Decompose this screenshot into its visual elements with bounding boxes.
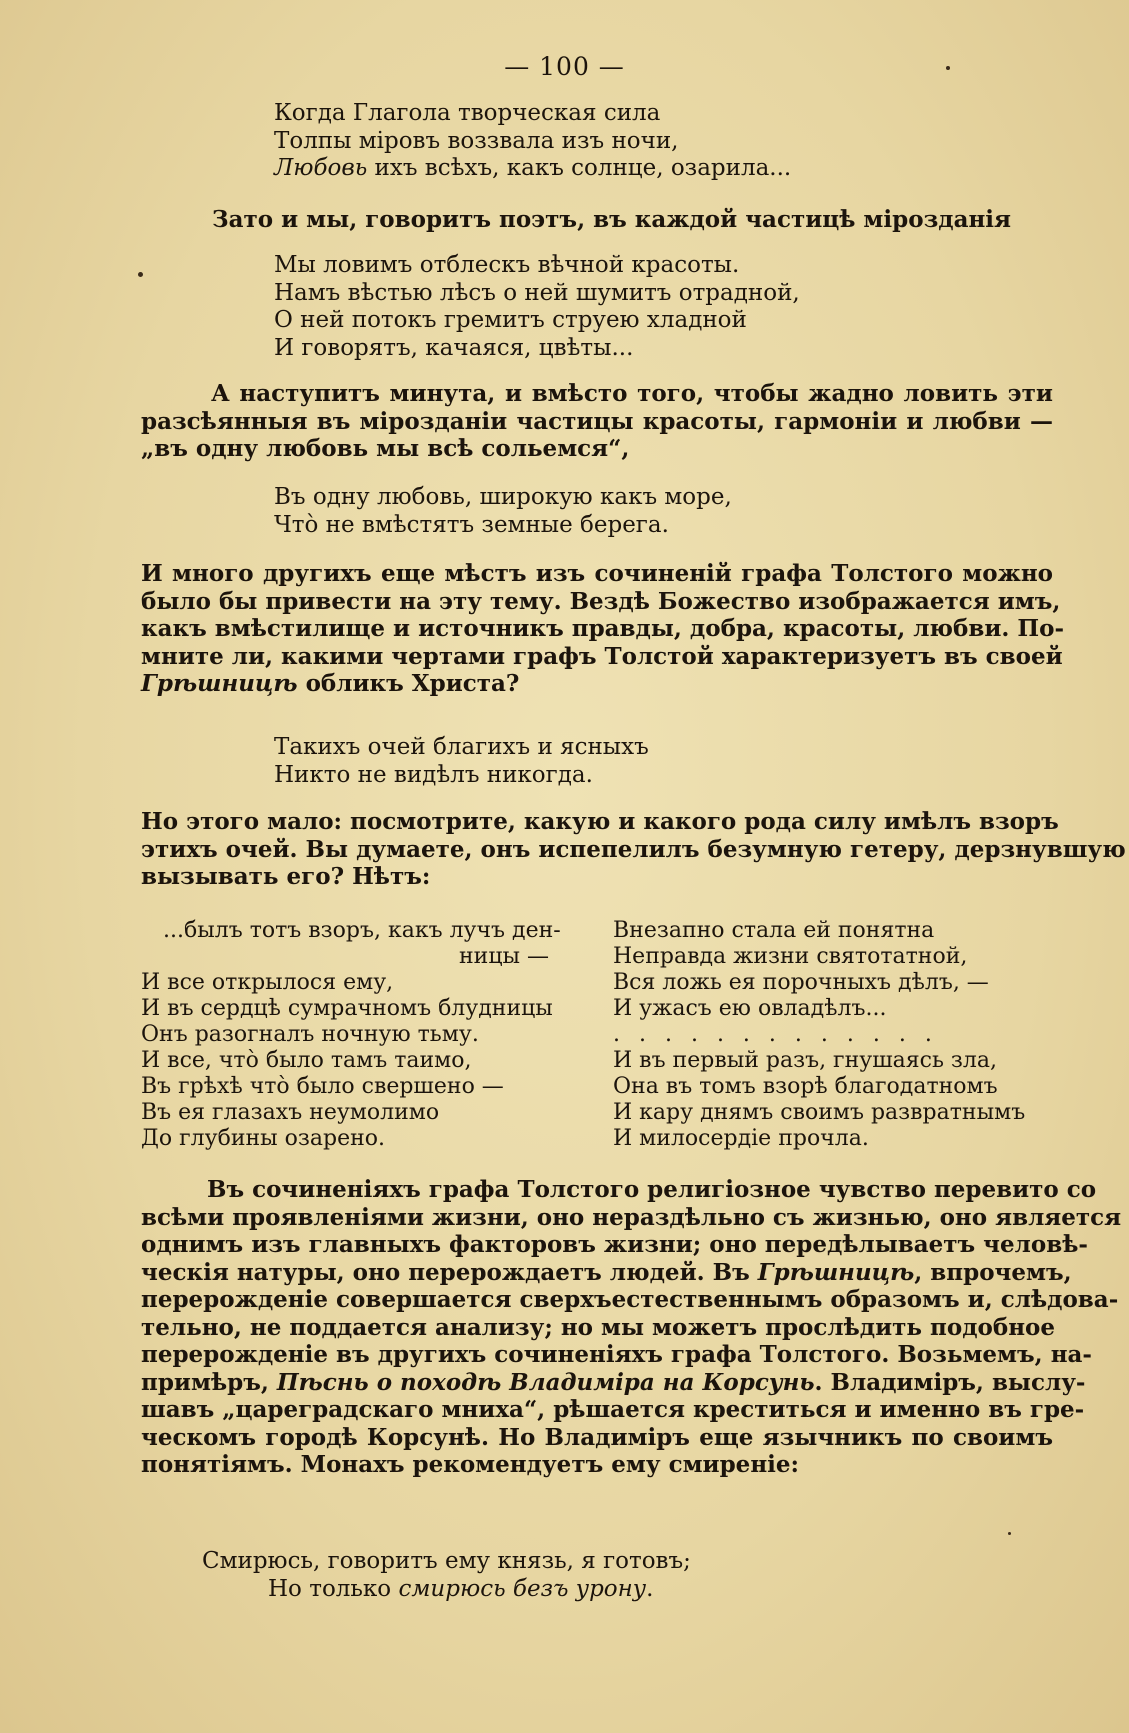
verse-column-right (613, 918, 1053, 1152)
verse-line: Когда Глагола творческая сила (274, 100, 661, 126)
verse-column-left (141, 918, 591, 1152)
verse-line: Но только смирюсь безъ урону. (268, 1575, 654, 1602)
italic-phrase: смирюсь безъ урону (398, 1575, 647, 1602)
verse-line: Такихъ очей благихъ и ясныхъ (274, 734, 649, 760)
verse-line: Чтò не вмѣстятъ земные берега. (274, 511, 669, 538)
prose-line: перерожденіе совершается сверхъестественнымъ образомъ и, слѣдова- (141, 1286, 1119, 1313)
verse-line: И ужасъ ею овладѣлъ... (613, 996, 887, 1021)
ink-speck (1008, 1532, 1011, 1535)
prose-line: И много другихъ еще мѣстъ изъ сочиненій графа Толстого можно (141, 560, 1053, 587)
italic-word: Любовь (274, 155, 368, 181)
prose-line: всѣми проявленіями жизни, оно нераздѣльно съ жизнью, оно является (141, 1203, 1122, 1231)
prose-line: Въ сочиненіяхъ графа Толстого религіозное чувство перевито со (207, 1176, 1097, 1203)
verse-stanza-1 (274, 100, 791, 183)
prose-line: было бы привести на эту тему. Вездѣ Божество изображается имъ, (141, 587, 1061, 615)
prose-line: „въ одну любовь мы всѣ сольемся“, (141, 435, 630, 462)
prose-line: шавъ „цареградскаго мниха“, рѣшается креститься и именно въ гре- (141, 1396, 1085, 1423)
verse-line: И кару днямъ своимъ развратнымъ (613, 1100, 1026, 1125)
prose-line: ческія натуры, оно перерождаетъ людей. Въ Грѣшницѣ, впрочемъ, (141, 1258, 1072, 1286)
prose-line: разсѣянныя въ мірозданіи частицы красоты, гармоніи и любви — (141, 407, 1053, 435)
italic-title: Грѣшницѣ (141, 670, 298, 697)
verse-line: До глубины озарено. (141, 1126, 386, 1151)
verse-line: Любовь ихъ всѣхъ, какъ солнце, озарила... (274, 155, 792, 181)
verse-line: Никто не видѣлъ никогда. (274, 761, 593, 788)
prose-line: А наступитъ минута, и вмѣсто того, чтобы жадно ловить эти (211, 380, 1053, 407)
verse-stanza-3 (274, 484, 732, 539)
verse-line: Неправда жизни святотатной, (613, 944, 968, 969)
prose-line: вызывать его? Нѣтъ: (141, 863, 431, 890)
verse-line: И въ первый разъ, гнушаясь зла, (613, 1048, 998, 1073)
verse-line: Въ грѣхѣ чтò было свершено — (141, 1074, 504, 1099)
prose-line: какъ вмѣстилище и источникъ правды, добра, красоты, любви. По- (141, 615, 1065, 642)
prose-line: Но этого мало: посмотрите, какую и какого рода силу имѣлъ взоръ (141, 808, 1059, 835)
paragraph-3 (141, 560, 1065, 698)
verse-line: ницы — (459, 944, 549, 969)
italic-title: Пѣснь о походѣ Владиміра на Корсунь (276, 1368, 815, 1396)
paragraph-2 (141, 380, 1053, 463)
verse-line: И говорятъ, качаяся, цвѣты... (274, 334, 634, 361)
prose-line-intro: Зато и мы, говоритъ поэтъ, въ каждой частицѣ мірозданія (212, 206, 1012, 233)
prose-line: однимъ изъ главныхъ факторовъ жизни; оно передѣлываетъ человѣ- (141, 1231, 1088, 1258)
prose-line: примѣръ, Пѣснь о походѣ Владиміра на Корсунь. Владиміръ, выслу- (141, 1368, 1086, 1396)
prose-line: перерожденіе въ другихъ сочиненіяхъ графа Толстого. Возьмемъ, на- (141, 1341, 1092, 1368)
prose-line: понятіямъ. Монахъ рекомендуетъ ему смиреніе: (141, 1451, 800, 1478)
prose-line: этихъ очей. Вы думаете, онъ испепелилъ безумную гетеру, дерзнувшую (141, 835, 1126, 863)
prose-line: тельно, не поддается анализу; но мы можетъ прослѣдить подобное (141, 1313, 1056, 1341)
page-number: — 100 — (504, 52, 625, 81)
prose-line: Грѣшницѣ обликъ Христа? (141, 670, 520, 697)
verse-line: И все, чтò было тамъ таимо, (141, 1048, 472, 1073)
verse-line: Смирюсь, говоритъ ему князь, я готовъ; (202, 1548, 691, 1574)
paragraph-4 (141, 808, 1126, 891)
verse-line: Толпы міровъ воззвала изъ ночи, (274, 127, 679, 154)
verse-line: Намъ вѣстью лѣсъ о ней шумитъ отрадной, (274, 279, 800, 306)
verse-stanza-2 (274, 252, 800, 362)
verse-line: Онъ разогналъ ночную тьму. (141, 1022, 479, 1047)
verse-line: И милосердіе прочла. (613, 1126, 869, 1151)
ellipsis-line: . . . . . . . . . . . . . (613, 1022, 938, 1047)
paragraph-5 (141, 1176, 1122, 1479)
italic-title: Грѣшницѣ (757, 1258, 915, 1286)
verse-stanza-4 (274, 734, 649, 789)
verse-line: Въ ея глазахъ неумолимо (141, 1100, 440, 1125)
verse-line: Она въ томъ взорѣ благодатномъ (613, 1074, 998, 1099)
verse-line: Внезапно стала ей понятна (613, 918, 935, 943)
verse-line: Мы ловимъ отблескъ вѣчной красоты. (274, 252, 740, 278)
verse-line: О ней потокъ гремитъ струею хладной (274, 307, 747, 333)
verse-line: ...былъ тотъ взоръ, какъ лучъ ден- (163, 918, 561, 943)
verse-line: Вся ложь ея порочныхъ дѣлъ, — (613, 970, 989, 995)
verse-line: Въ одну любовь, широкую какъ море, (274, 484, 732, 510)
prose-line: ческомъ городѣ Корсунѣ. Но Владиміръ еще язычникъ по своимъ (141, 1423, 1053, 1451)
prose-line: мните ли, какими чертами графъ Толстой характеризуетъ въ своей (141, 642, 1063, 670)
ink-speck (946, 66, 950, 70)
verse-line: И все открылося ему, (141, 970, 394, 995)
verse-line: И въ сердцѣ сумрачномъ блудницы (141, 996, 553, 1021)
ink-speck (138, 272, 143, 277)
verse-stanza-6 (202, 1548, 691, 1603)
